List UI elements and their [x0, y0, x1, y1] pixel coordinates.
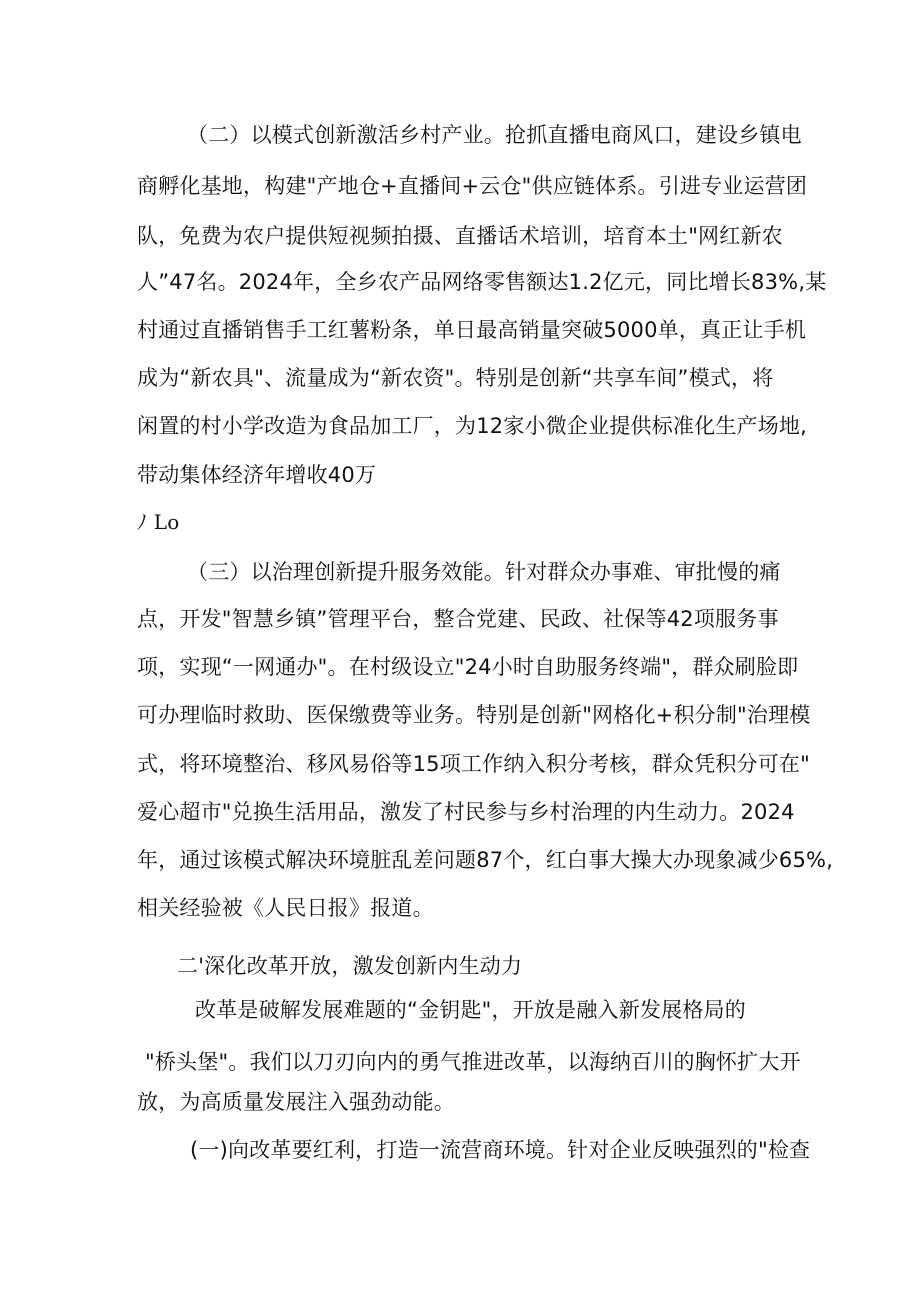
section2-line-1: （二）以模式创新激活乡村产业。抢抓直播电商风口，建设乡镇电 [187, 123, 802, 147]
section3-line-6: 爱心超市"兑换生活用品，激发了村民参与乡村治理的内生动力。2024 [137, 800, 795, 824]
section2-line-4: 人”47名。2024年，全乡农产品网络零售额达1.2亿元，同比增长83%,某 [137, 270, 827, 294]
section-heading-2: 二'深化改革开放，激发创新内生动力 [177, 954, 523, 978]
section2-line-2: 商孵化基地，构建"产地仓+直播间+云仓"供应链体系。引进专业运营团 [137, 174, 808, 198]
section3-line-8: 相关经验被《人民日报》报道。 [137, 896, 434, 920]
section3-line-5: 式，将环境整治、移风易俗等15项工作纳入积分考核，群众凭积分可在" [137, 752, 810, 776]
section2-line-3: 队，免费为农户提供短视频拍摄、直播话术培训，培育本土"网红新农 [137, 224, 783, 248]
intro-line-2: "桥头堡"。我们以刀刃向内的勇气推进改革，以海纳百川的胸怀扩大开 [145, 1050, 801, 1074]
section2-line-8: 带动集体经济年增收40万 [137, 463, 377, 487]
section3-line-4: 可办理临时救助、医保缴费等业务。特别是创新"网格化+积分制"治理模 [137, 703, 811, 727]
section3-line-1: （三）以治理创新提升服务效能。针对群众办事难、审批慢的痛 [187, 560, 781, 584]
intro-line-1: 改革是破解发展难题的“金钥匙"，开放是融入新发展格局的 [195, 998, 746, 1022]
stray-mark: ﾉ Lo [137, 510, 180, 534]
section3-line-2: 点，开发"智慧乡镇”管理平台，整合党建、民政、社保等42项服务事 [137, 607, 779, 631]
section3-line-7: 年，通过该模式解决环境脏乱差问题87个，红白事大操大办现象减少65%, [137, 848, 834, 872]
section2-line-5: 村通过直播销售手工红薯粉条，单日最高销量突破5000单，真正让手机 [137, 318, 807, 342]
intro-line-3: 放，为高质量发展注入强劲动能。 [137, 1090, 455, 1114]
section3-line-3: 项，实现“一网通办"。在村级设立"24小时自助服务终端"，群众刷脸即 [137, 655, 799, 679]
section2-line-7: 闲置的村小学改造为食品加工厂，为12家小微企业提供标准化生产场地, [137, 414, 807, 438]
subsection1-line-1: (一)向改革要红利，打造一流营商环境。针对企业反映强烈的"检查 [190, 1138, 811, 1162]
section2-line-6: 成为“新农具"、流量成为“新农资"。特别是创新“共享车间”模式，将 [137, 366, 774, 390]
